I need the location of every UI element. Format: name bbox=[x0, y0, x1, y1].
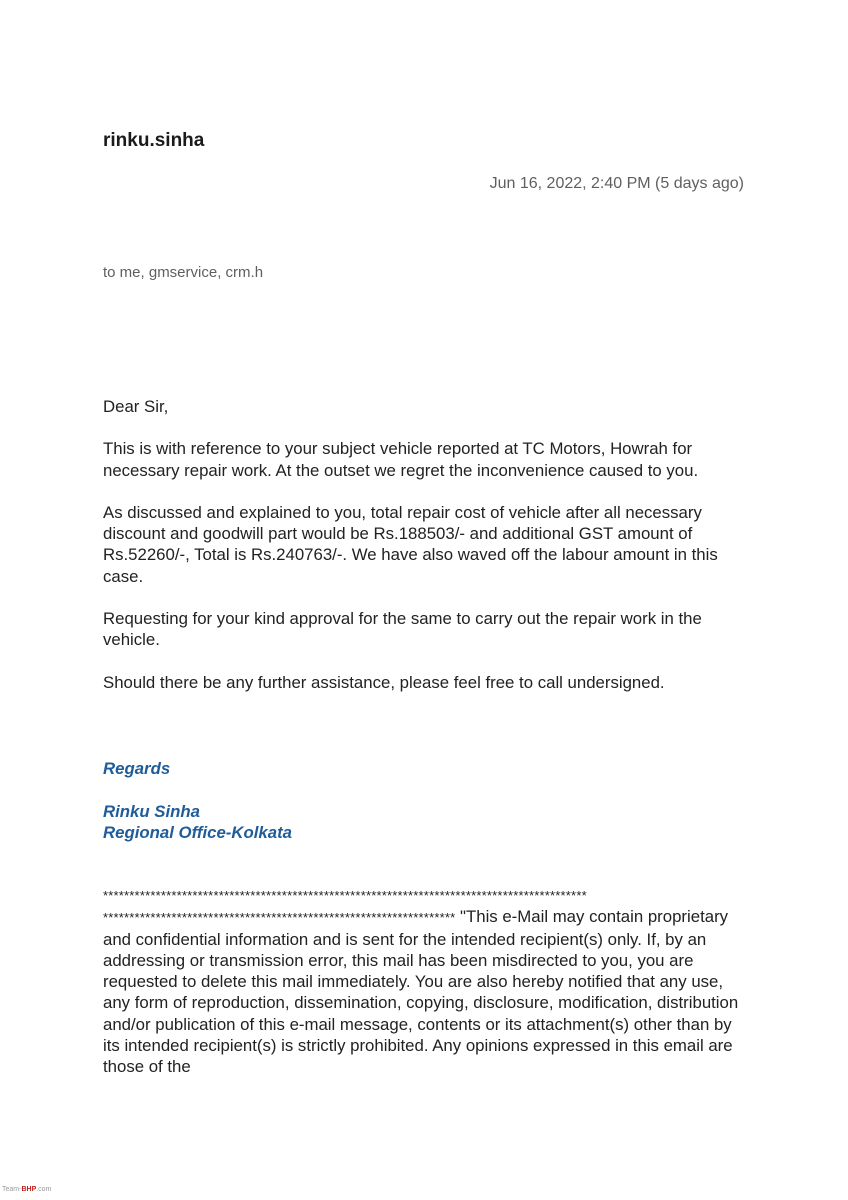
disclaimer-paragraph bbox=[103, 906, 748, 1077]
greeting: Dear Sir, bbox=[103, 397, 169, 416]
signature-block bbox=[103, 801, 292, 844]
recipients-line[interactable]: to me, gmservice, crm.h bbox=[103, 264, 264, 281]
disclaimer-separator: ******************************************************************************************** bbox=[103, 888, 587, 903]
disclaimer bbox=[103, 885, 748, 1078]
body-paragraph-cost: As discussed and explained to you, total repair cost of vehicle after all necessary discount and goodwill part would be Rs.188503/- and additional GST amount of Rs.52260/-, Total is Rs.240763/-. We have also waved off the labour amount in this case. bbox=[103, 502, 718, 586]
body-paragraph-approval: Requesting for your kind approval for the same to carry out the repair work in the vehicle. bbox=[103, 609, 702, 650]
watermark-brand: BHP bbox=[21, 1186, 37, 1193]
watermark-logo bbox=[2, 1186, 51, 1193]
disclaimer-separator-inline: ******************************************************************* bbox=[103, 910, 456, 926]
watermark-prefix: Team- bbox=[2, 1186, 22, 1193]
signature-office: Regional Office-Kolkata bbox=[103, 823, 292, 843]
signature-regards: Regards bbox=[103, 759, 171, 778]
body-paragraph-assistance: Should there be any further assistance, please feel free to call undersigned. bbox=[103, 672, 665, 692]
sender-name: rinku.sinha bbox=[103, 130, 205, 151]
body-paragraph-reference: This is with reference to your subject vehicle reported at TC Motors, Howrah for necessary repair work. At the outset we regret the inconvenience caused to you. bbox=[103, 439, 699, 480]
email-body bbox=[103, 396, 753, 714]
watermark-suffix: .com bbox=[36, 1186, 52, 1193]
signature-name: Rinku Sinha bbox=[103, 802, 200, 821]
disclaimer-text: "This e-Mail may contain proprietary and confidential information and is sent for the intended recipient(s) only. If, by an addressing or transmission error, this mail has been misdirected to you, you are requested to delete this mail immediately. You are also hereby notified that any use, any form of reproduction, dissemination, copying, disclosure, modification, distribution and/or publication of this e-mail message, contents or its attachment(s) other than by its intended recipient(s) is strictly prohibited. Any opinions expressed in this email are those of the bbox=[103, 907, 739, 1077]
email-date: Jun 16, 2022, 2:40 PM (5 days ago) bbox=[489, 175, 744, 192]
